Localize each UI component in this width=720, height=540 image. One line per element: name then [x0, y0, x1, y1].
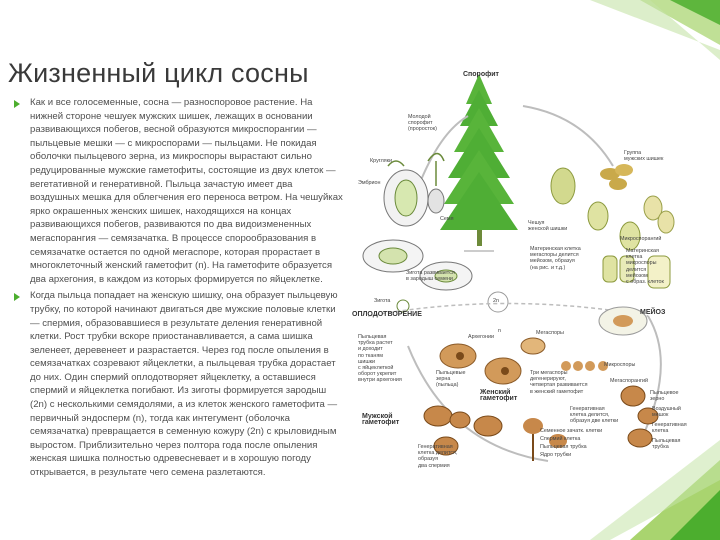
label-n: n	[498, 328, 501, 334]
label-pollen-tube: Пыльцевая трубка	[540, 444, 587, 450]
slide-title: Жизненный цикл сосны	[8, 58, 309, 88]
label-cotyledons: Кругляки	[370, 158, 393, 164]
label-three-degenerate: Три мегаспоры дегенерируют, четвертая развивается в женский гаметофит	[530, 370, 588, 395]
label-zygote-embryo: Зигота развивается в зародыш семени	[406, 270, 455, 283]
label-young-sporophyte: Молодой спорофит (проросток)	[408, 114, 437, 133]
label-archegonia: Архегонии	[468, 334, 495, 340]
label-megaspore-mother: Материнская клетка мегаспоры делится мейозом, образуя (на рис. и т.д.)	[530, 246, 581, 271]
label-generative-cell-right: Генеративная клетка	[652, 422, 687, 435]
bullet-arrow-icon	[14, 293, 20, 301]
label-meiosis: МЕЙОЗ	[640, 309, 666, 316]
label-embryo: Эмбрион	[358, 180, 381, 186]
label-megasporangium: Мегаспорангий	[610, 378, 648, 384]
seed-embryo-icon	[384, 154, 444, 227]
label-microspore-mother: Материнская клетка микроспоры делится мейозом с образ. клеток	[626, 248, 664, 286]
bullet-item	[6, 289, 344, 479]
bullet-text: Как и все голосеменные, сосна — разноспоровое растение. На нижней стороне чешуек мужских шишек, лежащих в основании развивающихся побегов, весной образуются микроспорангии — пыльцевые мешки — с микроспорами — пыльцами. Не покидая оболочки пыльцевого зерна, из микроспоры вырастают сильно редуцированные мужские гаметофиты, состоящие из двух клеток — вегетативной и генеративной. Пыльца зачастую имеет два воздушных мешка для облегчения его переноса ветром. На чешуйках ярко окрашенных женских шишек, находящихся на концах развивающихся побегов, развиваются по два видоизмененных мегаспорангия — семязачатка. В процессе спорообразования в семязачатке остается по одной мегаспоре, которая прорастает в многоклеточный женский гаметофит (n). На гаметофите образуется два архегония, в каждом из которых формируется по яйцеклетке.	[30, 97, 343, 285]
label-pollen-scale: Чешуя женской шишки	[528, 220, 568, 233]
label-microspores: Микроспоры	[604, 362, 636, 368]
label-female-gametophyte: Женский гаметофит	[480, 389, 518, 403]
label-sperm-cells-top: Семенное зачатк. клетки	[540, 428, 603, 434]
label-generative-cell: Генеративная клетка делится, образуя две клетки	[570, 406, 619, 425]
label-sperm-cell: Спермий клетка	[540, 436, 581, 442]
label-two-sperm: Генеративная клетка делится, образуя два спермия	[418, 444, 458, 469]
label-pollen-grain-right: Пыльцевое зерно	[650, 390, 679, 403]
label-tube-cell-right: Пыльцевая трубка	[652, 438, 681, 451]
label-sporophyte: Спорофит	[463, 71, 499, 78]
label-male-gametophyte: Мужской гаметофит	[362, 413, 400, 427]
pine-tree-icon	[440, 71, 518, 251]
label-microsporangium: Микроспорангий	[620, 236, 662, 242]
label-pollen-grain: Пыльцевые зерна (пыльца)	[436, 370, 466, 389]
label-air-sac: Воздушный мешок	[652, 406, 681, 419]
bullet-arrow-icon	[14, 100, 20, 108]
male-cones-icon	[600, 164, 674, 233]
cone-scale-icon	[363, 240, 472, 290]
label-seed: Семя	[440, 216, 454, 222]
label-male-cones: Группа мужских шишек	[624, 150, 664, 163]
label-tube-nucleus: Ядро трубки	[540, 452, 572, 458]
label-fertilization: ОПЛОДОТВОРЕНИЕ	[352, 311, 422, 318]
label-zygote: Зигота	[374, 298, 391, 304]
label-2n: 2n	[493, 298, 499, 304]
bullet-item	[6, 96, 344, 286]
bullet-list	[6, 96, 344, 480]
bullet-text: Когда пыльца попадает на женскую шишку, она образует пыльцевую трубку, по которой начинают двигаться две мужские половые клетки — спермия, образовавшиеся в результате деления генеративной клетки. Рост трубки вскоре приостанавливается, а сама шишка зеленеет, деревенеет и разрастается. Через год после опыления в семязачатках созревают яйцеклетки, а пыльцевая трубка дорастает до них. Один спермий оплодотворяет яйцеклетку, а оставшиеся спермий и яйцеклетка погибают. Из зиготы формируется зародыш (2n) с несколькими семядолями, а из клеток женского гаметофита — первичный эндосперм (n), тогда как интегумент (оболочка семязачатка) превращается в семенную кожуру (2n) с крыловидным выростом. Приблизительно через полтора года после опыления женская шишка полностью одревесневает и в хорошую погоду открывается, в результате чего семена разлетаются.	[30, 290, 338, 479]
top-right-decoration	[530, 0, 720, 60]
pine-life-cycle-diagram	[348, 66, 687, 476]
label-megaspores: Мегаспоры	[536, 330, 564, 336]
label-pollen-tube-growth: Пыльцевая трубка растет и доходит по тканям шишки с яйцеклеткой оборот укрепит внутри архегония	[358, 334, 402, 384]
